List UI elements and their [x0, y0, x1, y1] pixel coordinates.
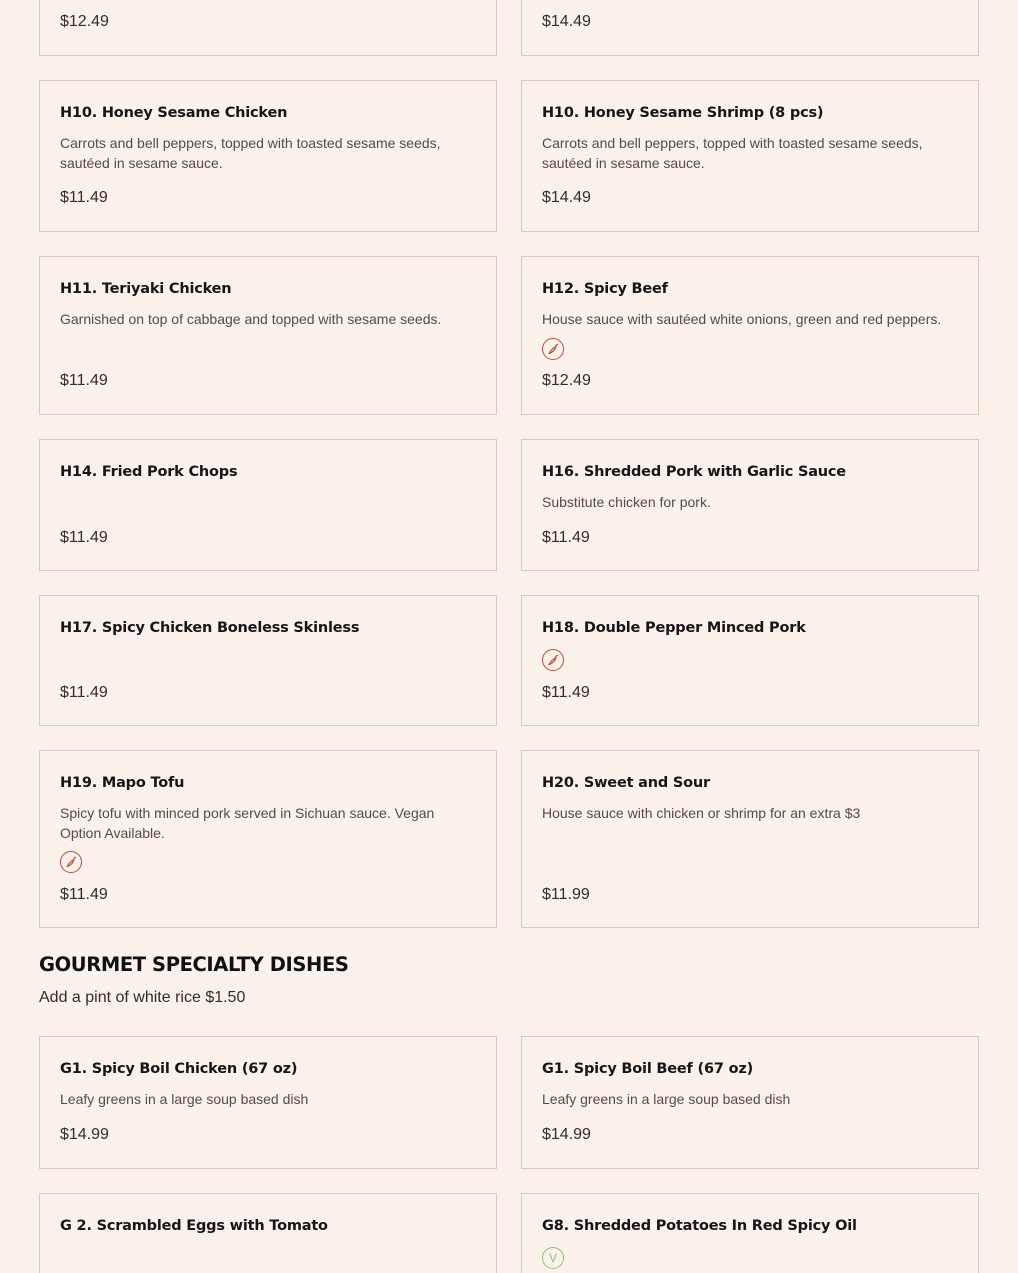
- menu-item-card[interactable]: [521, 0, 979, 56]
- item-name: H19. Mapo Tofu: [60, 775, 185, 791]
- menu-item-card[interactable]: [39, 1036, 497, 1169]
- chili-pepper-icon: [542, 649, 564, 671]
- item-price: $11.49: [60, 529, 108, 546]
- item-description: Garnished on top of cabbage and topped with sesame seeds.: [60, 311, 442, 327]
- menu-item-card[interactable]: [521, 256, 979, 415]
- menu-item-card[interactable]: [521, 439, 979, 571]
- menu-item-card[interactable]: [521, 595, 979, 726]
- item-description: Carrots and bell peppers, topped with toasted sesame seeds, sautéed in sesame sauce.: [542, 135, 923, 171]
- menu-item-card[interactable]: [39, 595, 497, 726]
- item-price: $11.49: [60, 372, 108, 389]
- menu-item-card[interactable]: [521, 1193, 979, 1273]
- section-subtitle: Add a pint of white rice $1.50: [39, 989, 246, 1006]
- item-name: G1. Spicy Boil Chicken (67 oz): [60, 1061, 298, 1077]
- item-price: $12.49: [60, 13, 109, 30]
- menu-item-card[interactable]: [39, 1193, 497, 1273]
- menu-item-card[interactable]: [39, 256, 497, 415]
- item-price: $14.99: [60, 1126, 109, 1143]
- item-name: H17. Spicy Chicken Boneless Skinless: [60, 620, 360, 636]
- item-name: H18. Double Pepper Minced Pork: [542, 620, 806, 636]
- menu-item-card[interactable]: [39, 0, 497, 56]
- chili-pepper-icon: [60, 851, 82, 873]
- item-price: $12.49: [542, 372, 591, 389]
- item-name: G1. Spicy Boil Beef (67 oz): [542, 1061, 753, 1077]
- menu-item-card[interactable]: [521, 750, 979, 928]
- item-description: Spicy tofu with minced pork served in Sichuan sauce. Vegan Option Available.: [60, 805, 435, 841]
- chili-pepper-icon: [542, 338, 564, 360]
- item-description: House sauce with sautéed white onions, green and red peppers.: [542, 311, 942, 327]
- item-name: H12. Spicy Beef: [542, 281, 668, 297]
- menu-item-card[interactable]: [521, 80, 979, 232]
- item-description: House sauce with chicken or shrimp for an extra $3: [542, 805, 861, 821]
- item-price: $14.49: [542, 189, 591, 206]
- item-price: $11.99: [542, 886, 590, 903]
- item-price: $11.49: [60, 189, 108, 206]
- item-price: $11.49: [60, 684, 108, 701]
- item-description: Substitute chicken for pork.: [542, 494, 711, 510]
- item-name: G 2. Scrambled Eggs with Tomato: [60, 1218, 328, 1234]
- item-price: $11.49: [542, 529, 590, 546]
- item-name: H16. Shredded Pork with Garlic Sauce: [542, 464, 846, 480]
- section-title: GOURMET SPECIALTY DISHES: [39, 953, 349, 976]
- item-price: $14.49: [542, 13, 591, 30]
- item-name: H20. Sweet and Sour: [542, 775, 710, 791]
- item-name: H10. Honey Sesame Chicken: [60, 105, 288, 121]
- item-name: H14. Fried Pork Chops: [60, 464, 238, 480]
- item-name: G8. Shredded Potatoes In Red Spicy Oil: [542, 1218, 857, 1234]
- vegetarian-icon: V: [542, 1247, 564, 1269]
- item-price: $11.49: [542, 684, 590, 701]
- item-name: H10. Honey Sesame Shrimp (8 pcs): [542, 105, 824, 121]
- item-price: $11.49: [60, 886, 108, 903]
- item-description: Leafy greens in a large soup based dish: [542, 1091, 791, 1107]
- item-name: H11. Teriyaki Chicken: [60, 281, 232, 297]
- item-price: $14.99: [542, 1126, 591, 1143]
- menu-item-card[interactable]: [39, 439, 497, 571]
- menu-item-card[interactable]: [39, 80, 497, 232]
- item-description: Leafy greens in a large soup based dish: [60, 1091, 309, 1107]
- menu-item-card[interactable]: [521, 1036, 979, 1169]
- menu-item-card[interactable]: [39, 750, 497, 928]
- item-description: Carrots and bell peppers, topped with toasted sesame seeds, sautéed in sesame sauce.: [60, 135, 441, 171]
